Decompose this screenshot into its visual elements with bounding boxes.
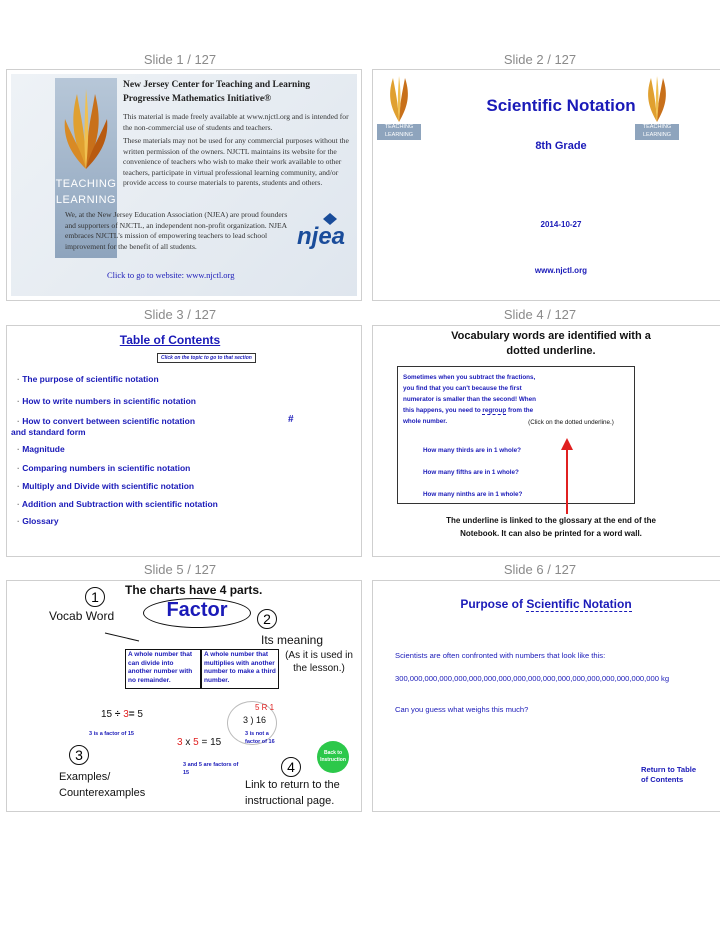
pointer-line-icon: [103, 631, 143, 645]
ex2-factor-a: 3: [177, 737, 183, 748]
logo-text-learning: LEARNING: [635, 132, 679, 140]
return-to-toc-link[interactable]: Return to Table of Contents: [641, 765, 697, 784]
slide4-footer-line2: Notebook. It can also be printed for a word wall.: [460, 529, 642, 538]
link-label: Link to return to the instructional page.: [245, 779, 340, 807]
slide1-heading1: New Jersey Center for Teaching and Learning: [123, 80, 311, 90]
slide-caption-2: Slide 2 / 127: [503, 52, 577, 67]
slide1-website-link[interactable]: Click to go to website: www.njctl.org: [107, 270, 235, 280]
step-number-4: 4: [281, 757, 301, 777]
ex2-note: 3 and 5 are factors of 15: [183, 762, 239, 776]
slide-2[interactable]: [372, 69, 720, 301]
slide4-title-line2: dotted underline.: [506, 345, 596, 357]
box-line-4: [403, 407, 533, 414]
question-fifths: How many fifths are in 1 whole?: [423, 469, 519, 476]
back-to-instruction-button[interactable]: Back to Instruction: [317, 741, 349, 773]
slide6-title-prefix: Purpose of: [460, 597, 527, 611]
slide5-title: The charts have 4 parts.: [125, 583, 263, 597]
division-note-2: factor of 16: [245, 739, 275, 745]
ex1-note: 3 is a factor of 15: [89, 731, 134, 737]
slide-caption-4: Slide 4 / 127: [503, 307, 577, 322]
toc-item-magnitude[interactable]: · Magnitude: [17, 444, 65, 454]
slide6-title: [373, 597, 720, 611]
slide6-line1: Scientists are often confronted with numbers that look like this:: [395, 651, 606, 660]
ex1-operator: ÷: [114, 709, 121, 720]
red-arrow-icon: [557, 436, 577, 516]
ex1-equals: =: [128, 709, 135, 720]
slide1-para1: This material is made freely available at www.njctl.org and is intended for the non-commercial use of students and teachers.: [123, 112, 349, 132]
slide-4[interactable]: [372, 325, 720, 557]
toc-item-comparing[interactable]: · Comparing numbers in scientific notation: [17, 463, 190, 473]
njea-logo-text: njea: [297, 223, 346, 250]
box-line-5: whole number.: [403, 418, 448, 425]
slide4-footer-line1: The underline is linked to the glossary at the end of the: [446, 516, 656, 525]
long-division-quotient: 5 R 1: [255, 703, 275, 712]
slide1-para3: We, at the New Jersey Education Association (NJEA) are proud founders and supporters of NJCTL, an independent non-profit organization. NJEA embraces NJCTL's mission of empowering teachers to lead school improvement for the benefit of all students.: [65, 210, 288, 251]
slide-caption-1: Slide 1 / 127: [143, 52, 217, 67]
definition-box-2: A whole number that multiplies with another number to make a third number.: [201, 649, 279, 689]
factor-word: Factor: [166, 599, 228, 621]
ex2-operator: x: [185, 737, 191, 748]
slide2-url[interactable]: www.njctl.org: [534, 266, 588, 275]
as-used-label: (As it is used in the lesson.): [285, 650, 353, 674]
logo-text-learning: LEARNING: [377, 132, 421, 140]
example-division: [101, 709, 143, 720]
slide2-date: 2014-10-27: [540, 220, 582, 229]
question-ninths: How many ninths are in 1 whole?: [423, 491, 523, 498]
slide-caption-3: Slide 3 / 127: [143, 307, 217, 322]
examples-label: Examples/ Counterexamples: [59, 771, 146, 799]
regroup-vocab-link[interactable]: regroup: [482, 407, 507, 414]
toc-item-addition[interactable]: · Addition and Subtraction with scientific notation: [17, 499, 218, 509]
toc-item-write[interactable]: · How to write numbers in scientific notation: [17, 396, 196, 406]
slide1-heading2: Progressive Mathematics Initiative®: [123, 94, 272, 104]
logo-text-teaching: TEACHING: [635, 124, 679, 132]
box-line-4-pre: this happens, you need to: [403, 407, 483, 414]
toc-item-convert[interactable]: · How to convert between scientific notation: [17, 416, 195, 426]
ex2-product: 15: [210, 737, 222, 748]
ex2-factor-b: 5: [193, 737, 199, 748]
large-number: 300,000,000,000,000,000,000,000,000,000,000,000,000,000,000,000,000,000 kg: [395, 674, 670, 683]
meaning-label: Its meaning: [261, 633, 324, 647]
toc-item-multiply[interactable]: · Multiply and Divide with scientific notation: [17, 481, 194, 491]
slide-6[interactable]: [372, 580, 720, 812]
logo-text-learning: LEARNING: [55, 194, 117, 206]
flame-logo-icon: [55, 84, 117, 174]
toc-item-convert-cont: and standard form: [11, 427, 86, 437]
ex1-dividend: 15: [101, 709, 113, 720]
slide4-title-line1: Vocabulary words are identified with a: [451, 330, 651, 342]
slide1-para2: These materials may not be used for any commercial purposes without the written permission of the owners. NJCTL maintains its website for the convenience of teachers who wish to make their work available to other teachers, participate in virtual professional learning community, and/or provide access to course materials to parents, students and others.: [123, 136, 349, 187]
slide-3[interactable]: [6, 325, 362, 557]
slide-1[interactable]: [6, 69, 362, 301]
step-number-3: 3: [69, 745, 89, 765]
slide2-title: Scientific Notation: [486, 96, 636, 115]
click-note: (Click on the dotted underline.): [528, 419, 614, 426]
scientific-notation-vocab-link[interactable]: Scientific Notation: [526, 597, 632, 611]
step-number-2: 2: [257, 609, 277, 629]
logo-text-teaching: TEACHING: [55, 178, 117, 190]
box-line-1: Sometimes when you subtract the fractions,: [403, 374, 536, 381]
toc-item-purpose[interactable]: · The purpose of scientific notation: [17, 374, 159, 384]
toc-title: Table of Contents: [119, 333, 221, 347]
ex1-divisor: 3: [123, 709, 129, 720]
question-thirds: How many thirds are in 1 whole?: [423, 447, 521, 454]
ex1-quotient: 5: [137, 709, 143, 720]
slide-5[interactable]: [6, 580, 362, 812]
slide-caption-5: Slide 5 / 127: [143, 562, 217, 577]
definition-box-1: A whole number that can divide into another number with no remainder.: [125, 649, 201, 689]
vocab-word-label: Vocab Word: [49, 609, 115, 623]
box-line-4-post: from the: [506, 407, 534, 414]
ex2-equals: =: [201, 737, 208, 748]
division-note-1: 3 is not a: [245, 731, 269, 737]
slide2-grade: 8th Grade: [535, 140, 587, 152]
box-line-2: you find that you can't because the first: [403, 385, 522, 392]
logo-text-teaching: TEACHING: [377, 124, 421, 132]
toc-item-glossary[interactable]: · Glossary: [17, 516, 59, 526]
toc-subtitle: Click on the topic to go to that section: [157, 353, 256, 363]
slide-caption-6: Slide 6 / 127: [503, 562, 577, 577]
example-multiplication: [177, 737, 221, 748]
step-number-1: 1: [85, 587, 105, 607]
long-division-expression: 3 ) 16: [243, 715, 267, 725]
toc-hash-mark: #: [288, 414, 294, 425]
slide6-line3: Can you guess what weighs this much?: [395, 705, 529, 714]
box-line-3: numerator is smaller than the second! When: [403, 396, 536, 403]
